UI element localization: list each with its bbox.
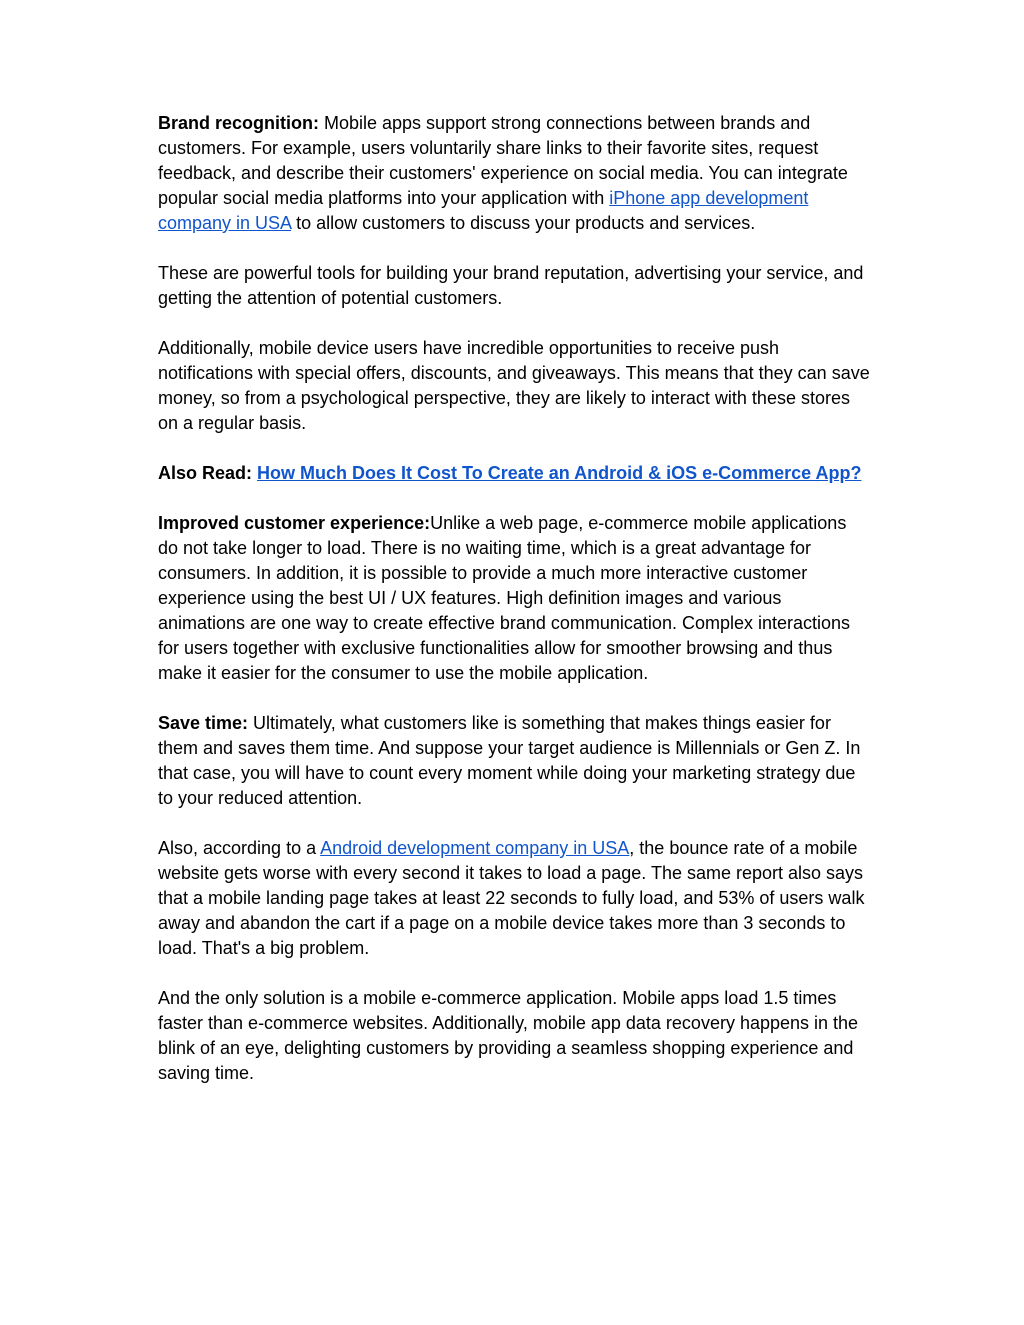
improved-experience-paragraph [158,511,870,686]
also-read-label: Also Read: [158,463,253,483]
brand-recognition-text: Mobile apps support strong connections between brands and customers. For example, users voluntarily share links to their favorite sites, request feedback, and describe their customers' experience on social media. You can integrate popular social media platforms into your application with [158,113,848,208]
improved-experience-heading: Improved customer experience: [158,513,431,533]
additionally-paragraph: Additionally, mobile device users have incredible opportunities to receive push notifications with special offers, discounts, and giveaways. This means that they can save money, so from a psychological perspective, they are likely to interact with these stores on a regular basis. [158,338,870,433]
save-time-heading: Save time: [158,713,249,733]
brand-recognition-text-end: to allow customers to discuss your products and services. [291,213,756,233]
brand-recognition-heading: Brand recognition: [158,113,319,133]
save-time-text: Ultimately, what customers like is something that makes things easier for them and saves them time. And suppose your target audience is Millennials or Gen Z. In that case, you will have to count every moment while doing your marketing strategy due to your reduced attention. [158,713,861,808]
save-time-paragraph [158,711,870,811]
brand-recognition-paragraph [158,111,870,236]
iphone-company-link[interactable]: iPhone app development company in USA [158,188,809,233]
document-page [158,111,870,1111]
also-according-text-end: , the bounce rate of a mobile website gets worse with every second it takes to load a page. The same report also says that a mobile landing page takes at least 22 seconds to fully load, and 53% of users walk away and abandon the cart if a page on a mobile device takes more than 3 seconds to load. That's a big problem. [158,838,865,958]
improved-experience-text: Unlike a web page, e-commerce mobile applications do not take longer to load. There is no waiting time, which is a great advantage for consumers. In addition, it is possible to provide a much more interactive customer experience using the best UI / UX features. High definition images and various animations are one way to create effective brand communication. Complex interactions for users together with exclusive functionalities allow for smoother browsing and thus make it easier for the consumer to use the mobile application. [158,513,851,683]
also-read-paragraph [158,461,870,486]
solution-paragraph: And the only solution is a mobile e-commerce application. Mobile apps load 1.5 times faster than e-commerce websites. Additionally, mobile app data recovery happens in the blink of an eye, delighting customers by providing a seamless shopping experience and saving time. [158,988,859,1083]
also-according-paragraph [158,836,870,961]
android-company-link[interactable]: Android development company in USA [320,838,630,858]
tools-paragraph: These are powerful tools for building your brand reputation, advertising your service, and getting the attention of potential customers. [158,263,864,308]
also-read-link[interactable]: How Much Does It Cost To Create an Android & iOS e-Commerce App? [257,463,862,483]
also-according-text: Also, according to a [158,838,321,858]
